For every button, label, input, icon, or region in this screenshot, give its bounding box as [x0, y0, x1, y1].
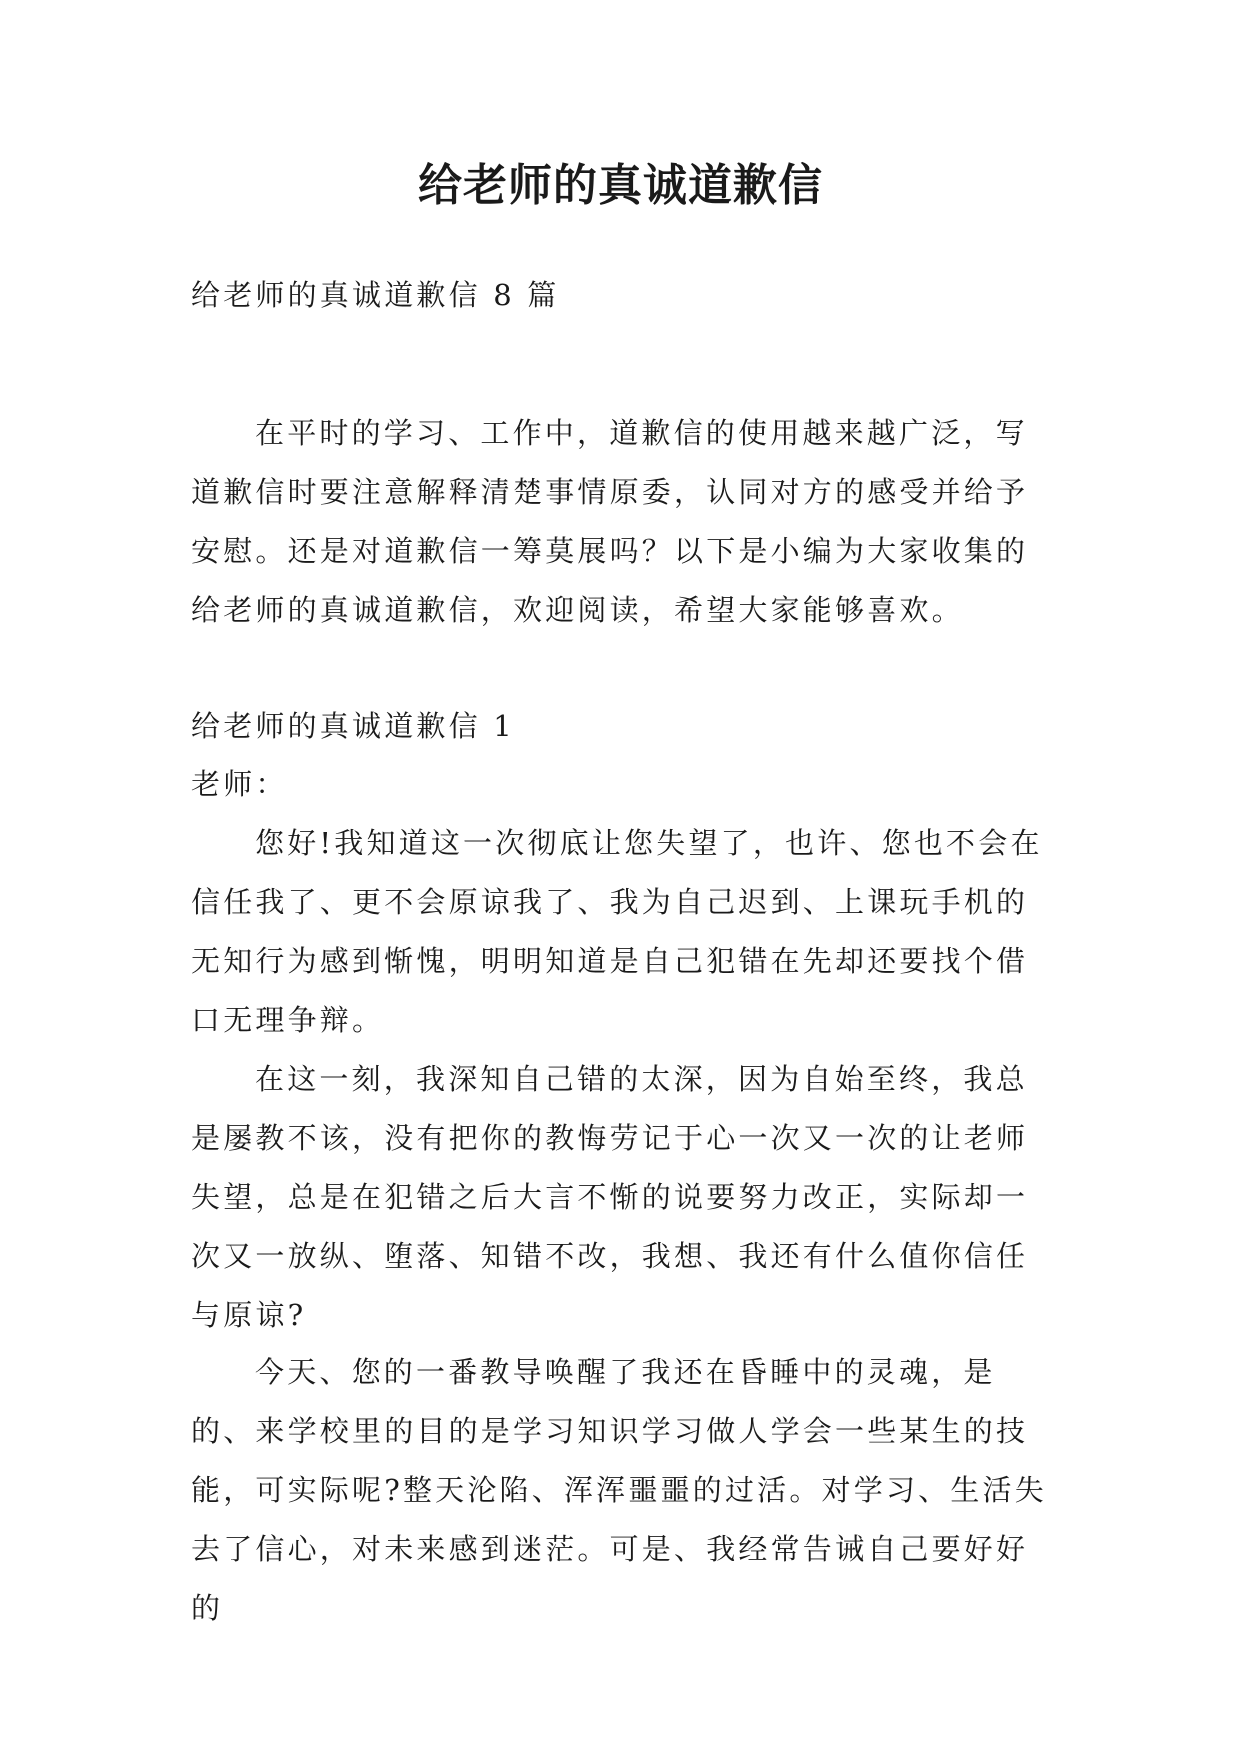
intro-paragraph: 在平时的学习、工作中，道歉信的使用越来越广泛，写道歉信时要注意解释清楚事情原委，认同对方的感受并给予安慰。还是对道歉信一筹莫展吗？以下是小编为大家收集的给老师的真诚道歉信，欢迎阅读，希望大家能够喜欢。 [191, 416, 1029, 627]
body-paragraph: 您好!我知道这一次彻底让您失望了，也许、您也不会在信任我了、更不会原谅我了、我为自己迟到、上课玩手机的无知行为感到惭愧，明明知道是自己犯错在先却还要找个借口无理争辩。 [191, 826, 1043, 1037]
document-title: 给老师的真诚道歉信 [418, 160, 823, 211]
salutation: 老师： [191, 767, 288, 801]
document-subtitle: 给老师的真诚道歉信 8 篇 [191, 278, 560, 312]
body-paragraph: 在这一刻，我深知自己错的太深，因为自始至终，我总是屡教不该，没有把你的教悔劳记于心一次又一次的让老师失望，总是在犯错之后大言不惭的说要努力改正，实际却一次又一放纵、堕落、知错不改，我想、我还有什么值你信任与原谅? [191, 1062, 1029, 1332]
body-paragraph: 今天、您的一番教导唤醒了我还在昏睡中的灵魂，是的、来学校里的目的是学习知识学习做人学会一些某生的技能，可实际呢?整天沦陷、浑浑噩噩的过活。对学习、生活失去了信心，对未来感到迷茫。可是、我经常告诫自己要好好的 [191, 1355, 1047, 1625]
section-title: 给老师的真诚道歉信 1 [191, 709, 515, 743]
